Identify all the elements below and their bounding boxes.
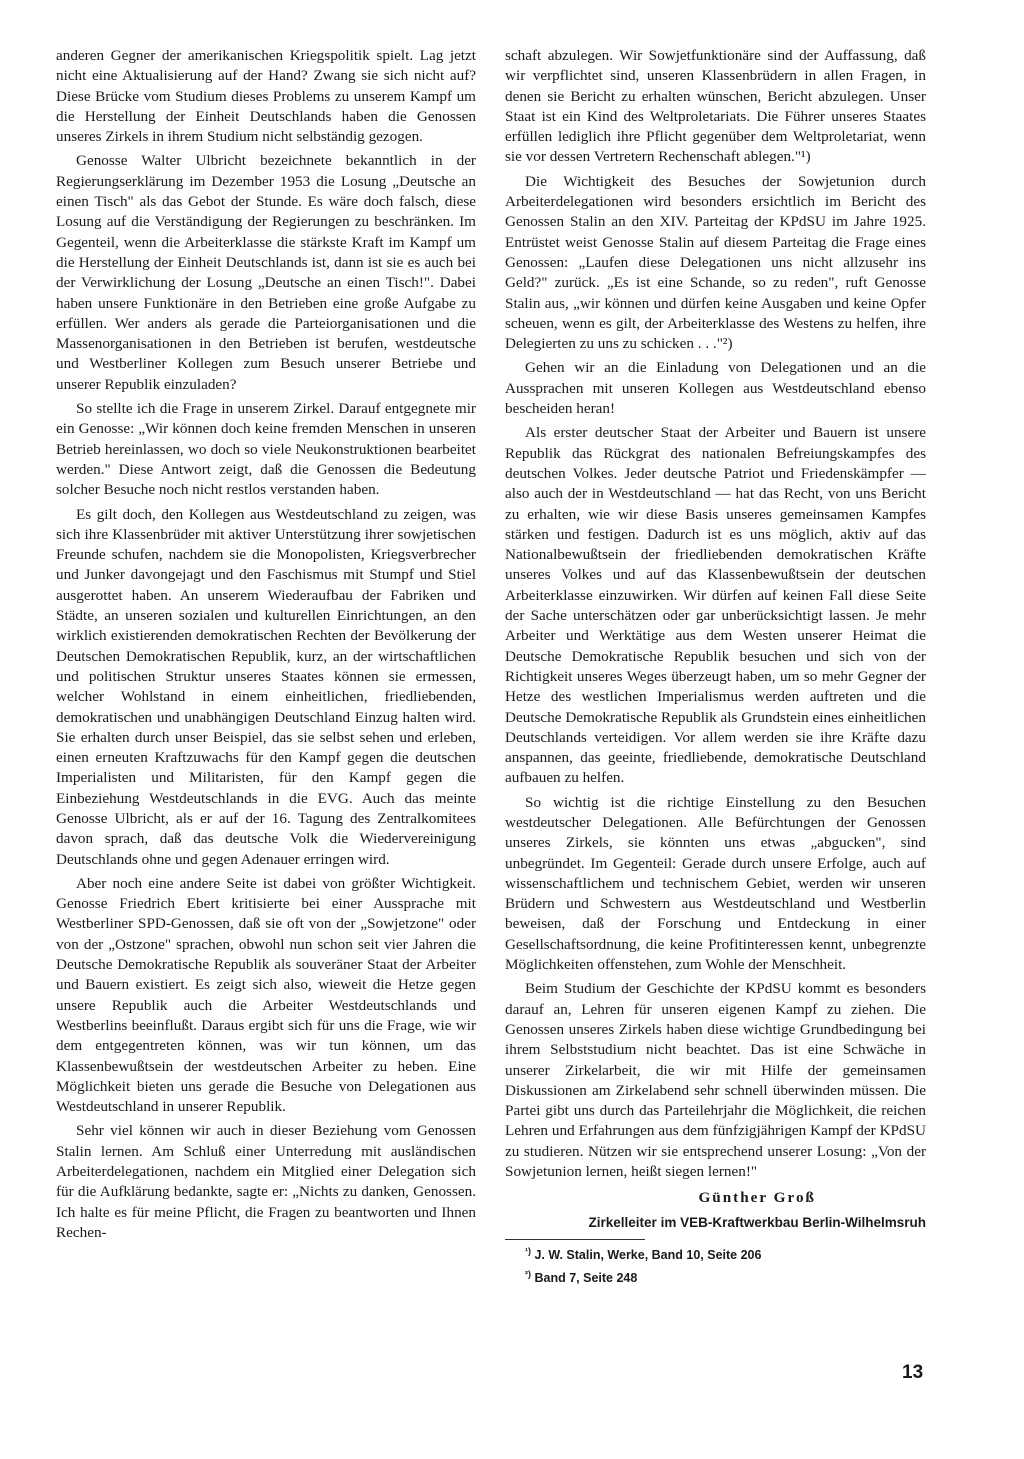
paragraph: Sehr viel können wir auch in dieser Beziehung vom Genossen Stalin lernen. Am Schluß einer Unterredung mit ausländischen Arbeiterdelegationen, nachdem ein Mitglied einer Delegation sich für die Aufklärung bedankte, sagte er: „Nichts zu danken, Genossen. Ich halte es für meine Pflicht, die Fragen zu beantworten und Ihnen Rechen- — [56, 1122, 476, 1241]
footnote-text: Band 7, Seite 248 — [534, 1271, 638, 1286]
footnote-divider — [505, 1239, 645, 1240]
footnote-mark: ²) — [525, 1269, 531, 1280]
paragraph: Die Wichtigkeit des Besuches der Sowjetunion durch Arbeiterdelegationen wird besonders ersichtlich im Bericht des Genossen Stalin an den XIV. Parteitag der KPdSU im Jahre 1925. Entrüstet weist Genosse Stalin auf diesem Parteitag die Frage eines Genossen: „Laufen diese Delegationen uns nicht allzusehr ins Geld?" zurück. „Es ist eine Schande, so zu reden", ruft Genosse Stalin aus, „wir können und dürfen keine Ausgaben und keine Opfer scheuen, wenn es gilt, der Arbeiterklasse des Westens zu helfen, ihre Delegierten zu uns zu schicken . . ."²) — [505, 172, 926, 353]
paragraph: So stellte ich die Frage in unserem Zirkel. Darauf entgegnete mir ein Genosse: „Wir können doch keine fremden Menschen in unseren Betrieb hereinlassen, wo doch so viele Neukonstruktionen bearbeitet werden." Diese Antwort zeigt, daß die Genossen die Bedeutung solcher Besuche noch nicht restlos verstanden haben. — [56, 400, 476, 499]
paragraph: Als erster deutscher Staat der Arbeiter und Bauern ist unsere Republik das Rückgrat des nationalen Befreiungskampfes des deutschen Volkes. Jeder deutsche Patriot und Friedenskämpfer — also auch der in Westdeutschland — hat das Recht, von uns Bericht zu erhalten, wie wir diese Basis unseres gemeinsamen Kampfes stärken und festigen. Dadurch ist es uns möglich, aktiv auf das Nationalbewußtsein der friedliebenden demokratischen Kräfte unseres Volkes und auf das Klassenbewußtsein der deutschen Arbeiterklasse einzuwirken. Wir dürfen auf keinen Fall diese Seite der Sache unterschätzen oder gar unberücksichtigt lassen. Je mehr Arbeiter und Werktätige aus dem Westen unserer Heimat die Deutsche Demokratische Republik besuchen und sich von der Richtigkeit unseres Weges überzeugt haben, um so mehr Gegner der Hetze des westlichen Imperialismus werden auftreten und die Deutsche Demokratische Republik als Grundstein eines einheitlichen Deutschlands verteidigen. Vor allem werden sie ihre Kräfte dazu anspannen, das geeinte, friedliebende, demokratische Deutschland aufbauen zu helfen. — [505, 424, 926, 787]
footnote — [505, 1267, 926, 1286]
left-column — [56, 46, 476, 1247]
paragraph: schaft abzulegen. Wir Sowjetfunktionäre sind der Auffassung, daß wir verpflichtet sind, unseren Klassenbrüdern in allen Fragen, in denen sie Bericht zu erhalten wünschen, Bericht abzulegen. Unser Staat ist ein Kind des Weltproletariats. Die Führer unseres Staates erfüllen lediglich ihre Pflicht gegenüber dem Weltproletariat, wenn sie vor dessen Vertretern Rechenschaft ablegen."¹) — [505, 47, 926, 166]
author-affiliation: Zirkelleiter im VEB-Kraftwerkbau Berlin-Wilhelmsruh — [588, 1214, 926, 1230]
footnote-mark: ¹) — [525, 1245, 531, 1256]
paragraph: Genosse Walter Ulbricht bezeichnete bekanntlich in der Regierungserklärung im Dezember 1953 die Losung „Deutsche an einen Tisch" als das Gebot der Stunde. Es wäre doch falsch, diese Losung auf die Verständigung der Regierungen zu beschränken. Im Gegenteil, wenn die Arbeiterklasse die stärkste Kraft im Kampf um die Herstellung der Einheit Deutschlands ist, dann ist sie es auch bei der Verwirklichung der Losung „Deutsche an einen Tisch!". Dabei haben unsere Funktionäre in den Betrieben eine große Aufgabe zu erfüllen. Wer anders als gerade die Parteiorganisationen und die Massenorganisationen in den Betrieben ist berufen, westdeutsche und Westberliner Kollegen zum Besuch unserer Betriebe und unserer Republik einzuladen? — [56, 152, 476, 393]
footnote-text: J. W. Stalin, Werke, Band 10, Seite 206 — [534, 1248, 762, 1263]
author-name: Günther Groß — [698, 1189, 816, 1207]
paragraph: Aber noch eine andere Seite ist dabei von größter Wichtigkeit. Genosse Friedrich Ebert kritisierte bei einer Aussprache mit Westberliner SPD-Genossen, daß sie oft von der „Sowjetzone" oder von der „Ostzone" sprachen, obwohl nun schon seit vier Jahren die Deutsche Demokratische Republik als souveräner Staat der Arbeiter und Bauern existiert. Es zeigt sich also, wieweit die Hetze gegen unsere Republik auch die Arbeiter Westdeutschlands und Westberlins beeinflußt. Daraus ergibt sich für uns die Frage, wie wir dem entgegentreten können, was wir tun können, um das Klassenbewußtsein der westdeutschen Arbeiter zu heben. Eine Möglichkeit bieten uns gerade die Besuche von Delegationen aus Westdeutschland in unserer Republik. — [56, 874, 476, 1116]
paragraph: So wichtig ist die richtige Einstellung zu den Besuchen westdeutscher Delegationen. Alle Befürchtungen der Genossen unseres Zirkels, sie könnten uns etwas „abgucken", sind unbegründet. Im Gegenteil: Gerade durch unsere Erfolge, auch auf wissenschaftlichem und technischem Gebiet, werden wir unseren Brüdern und Schwestern aus Westdeutschland und Westberlin beweisen, daß der Forschung und Entdeckung in einer Gesellschaftsordnung, die keine Profitinteressen kennt, unbegrenzte Möglichkeiten offenstehen, zum Wohle der Menschheit. — [505, 793, 926, 974]
paragraph: Beim Studium der Geschichte der KPdSU kommt es besonders darauf an, Lehren für unseren eigenen Kampf zu ziehen. Die Genossen unseres Zirkels haben diese wichtige Grundbedingung bei ihrem Selbststudium nicht beachtet. Das ist eine Schwäche in unserer Zirkelarbeit, die wir mit Hilfe der gemeinsamen Diskussionen am Zirkelabend sehr schnell überwinden müssen. Die Partei gibt uns durch das Parteilehrjahr die Möglichkeit, die reichen Lehren und Erfahrungen aus dem fünfzigjährigen Kampf der KPdSU zu studieren. Nützen wir sie entsprechend unserer Losung: „Von der Sowjetunion lernen, heißt siegen lernen!" — [505, 980, 926, 1181]
footnote — [505, 1244, 926, 1263]
page-number: 13 — [902, 1362, 924, 1383]
paragraph: Gehen wir an die Einladung von Delegationen und an die Aussprachen mit unseren Kollegen aus Westdeutschland ebenso bescheiden heran! — [505, 359, 926, 418]
paragraph: anderen Gegner der amerikanischen Kriegspolitik spielt. Lag jetzt nicht eine Aktualisierung auf der Hand? Zwang sie sich nicht auf? Diese Brücke vom Studium dieses Problems zu unserem Kampf um die Herstellung der Einheit Deutschlands haben die Genossen unseres Zirkels in ihrem Studium nicht selbständig gezogen. — [56, 47, 476, 146]
right-column — [505, 46, 926, 1290]
paragraph: Es gilt doch, den Kollegen aus Westdeutschland zu zeigen, was sich ihre Klassenbrüder mit aktiver Unterstützung ihrer sowjetischen Freunde schufen, nachdem sie die Monopolisten, Kriegsverbrecher und Junker davongejagt und den Faschismus mit Stumpf und Stiel ausgerottet haben. An unserem Wiederaufbau der Fabriken und Städte, an unseren sozialen und kulturellen Einrichtungen, an den wirklich existierenden demokratischen Rechten der Bevölkerung der Deutschen Demokratischen Republik, kurz, an der wirtschaftlichen und politischen Struktur unseres Staates können sie ermessen, welcher Wohlstand in einem einheitlichen, friedliebenden, demokratischen und unabhängigen Deutschland Einzug halten wird. Sie erhalten durch unser Beispiel, das sie selbst sehen und erleben, einen erneuten Kraftzuwachs für den Kampf gegen die deutschen Imperialisten und Militaristen, für den Kampf gegen die Einbeziehung Westdeutschlands in die EVG. Auch das meinte Genosse Ulbricht, als er auf der 16. Tagung des Zentralkomitees davon sprach, daß das deutsche Volk die Wiedervereinigung Deutschlands ohne und gegen Adenauer erringen wird. — [56, 505, 476, 868]
